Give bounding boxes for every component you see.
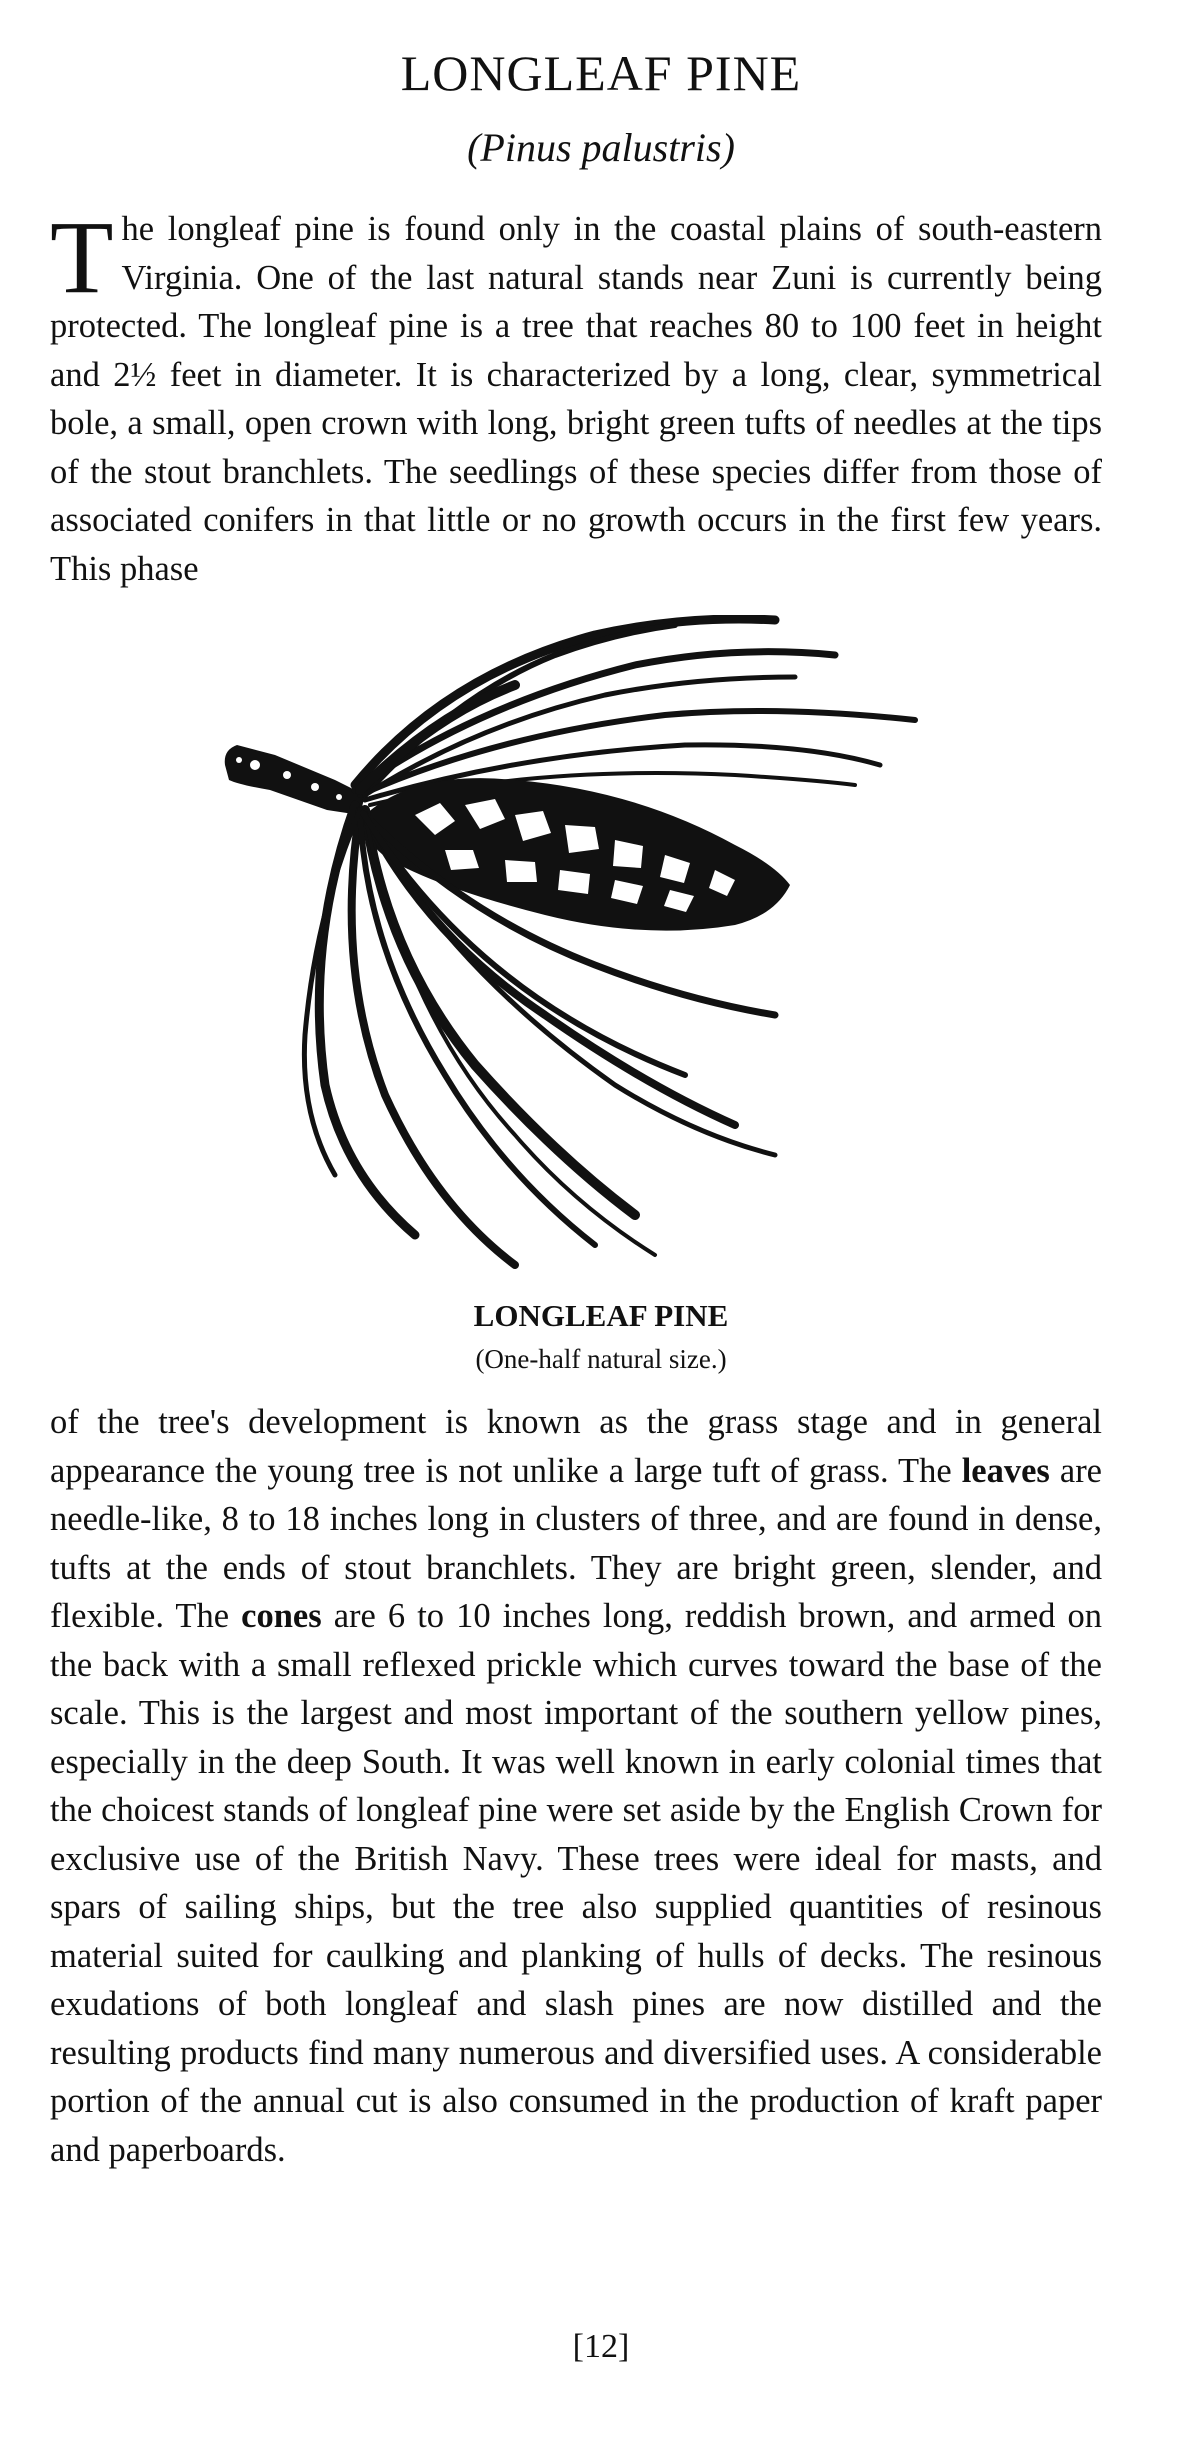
scientific-name: (Pinus palustris) — [467, 125, 735, 170]
page-number: [12] — [572, 2328, 630, 2365]
branch-stub — [225, 745, 365, 815]
description-text-1: of the tree's development is known as the grass stage and in general appearance the young tree is not unlike a large tuft of grass. The — [50, 1403, 1102, 1490]
term-cones: cones — [241, 1597, 322, 1635]
figure-caption-subtitle: (One-half natural size.) — [475, 1344, 727, 1374]
term-leaves: leaves — [961, 1451, 1050, 1490]
longleaf-pine-illustration — [215, 615, 1005, 1295]
figure-caption-title: LONGLEAF PINE — [473, 1298, 729, 1333]
drop-cap: T — [50, 200, 114, 315]
page-title: LONGLEAF PINE — [400, 45, 802, 101]
upper-needles — [355, 619, 915, 805]
description-text-2: are needle-like, 8 to 18 inches long in clusters of three, and are found in dense, tufts at the ends of stout branchlets. They are bright green, slender, and flexible. The — [50, 1451, 1102, 1635]
description-text-3: are 6 to 10 inches long, reddish brown, and armed on the back with a small reflexed prickle which curves toward the base of the scale. This is the largest and most important of the southern yellow pines, especially in the deep South. It was well known in early colonial times that the choicest stands of longleaf pine were set aside by the English Crown for exclusive use of the British Navy. These trees were ideal for masts, and spars of sailing ships, but the tree also supplied quantities of resinous material suited for caulking and planking of hulls of decks. The resinous exudations of both longleaf and slash pines are now distilled and the resulting products find many numerous and diversified uses. A considerable portion of the annual cut is also consumed in the production of kraft paper and paperboards. — [50, 1597, 1102, 2169]
intro-paragraph-text: he longleaf pine is found only in the coastal plains of south-eastern Virginia. One of the last natural stands near Zuni is currently being protected. The longleaf pine is a tree that reaches 80 to 100 feet in height and 2½ feet in diameter. It is characterized by a long, clear, symmetrical bole, a small, open crown with long, bright green tufts of needles at the tips of the stout branchlets. The seedlings of these species differ from those of associated conifers in that little or no growth occurs in the first few years. This phase — [50, 210, 1102, 588]
intro-paragraph — [50, 200, 1102, 593]
description-paragraph — [50, 1398, 1102, 2174]
